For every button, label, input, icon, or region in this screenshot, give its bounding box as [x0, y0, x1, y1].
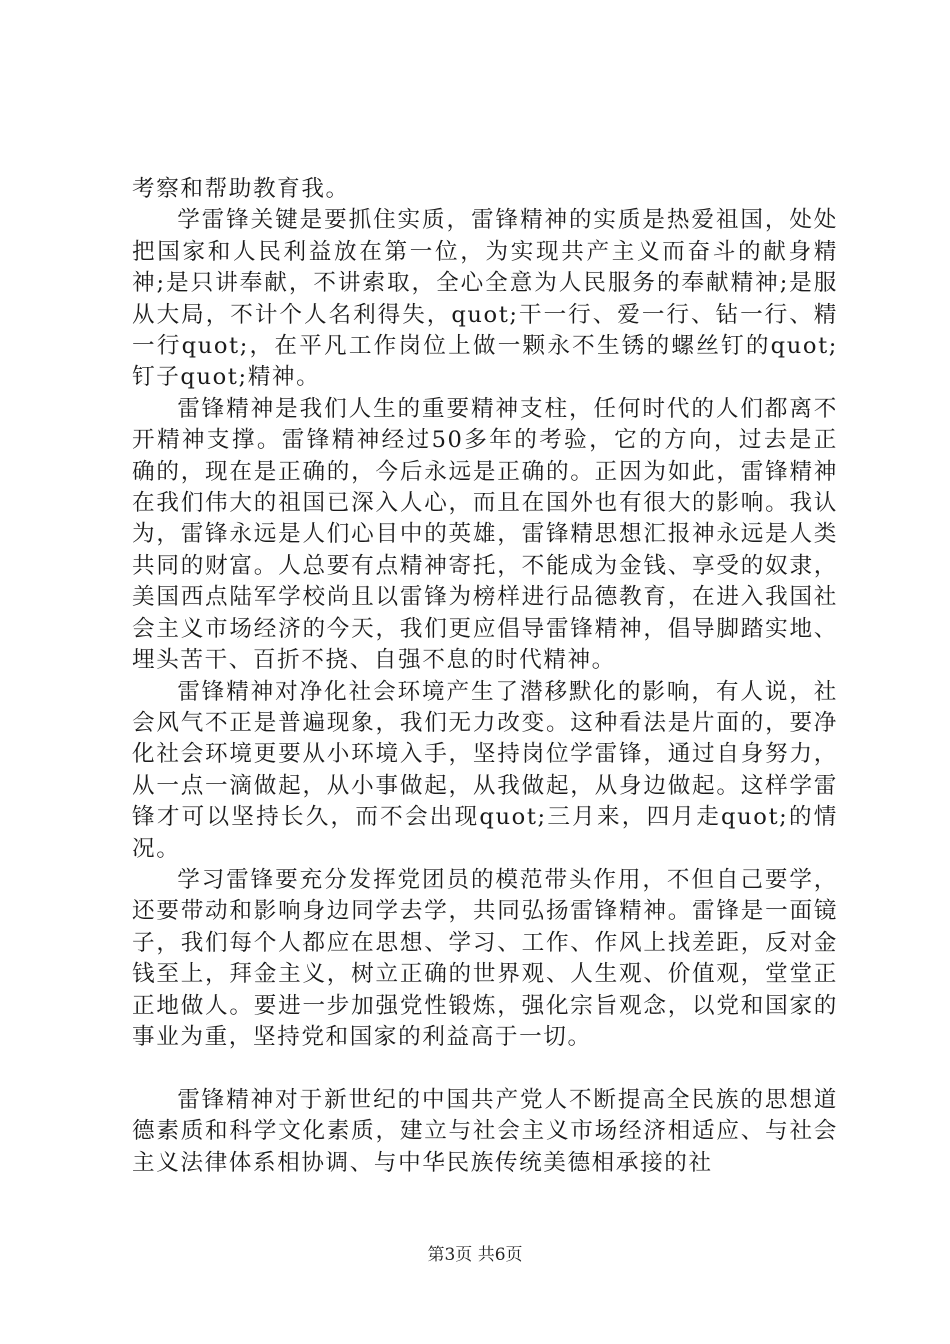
- paragraph-6: 雷锋精神对于新世纪的中国共产党人不断提高全民族的思想道德素质和科学文化素质，建立与社会主义市场经济相适应、与社会主义法律体系相协调、与中华民族传统美德相承接的社: [132, 1086, 838, 1176]
- paragraph-1: 考察和帮助教育我。: [132, 176, 350, 202]
- paragraph-gap: [132, 1053, 838, 1084]
- paragraph-2: 学雷锋关键是要抓住实质，雷锋精神的实质是热爱祖国，处处把国家和人民利益放在第一位，为实现共产主义而奋斗的献身精神;是只讲奉献，不讲索取，全心全意为人民服务的奉献精神;是服从大局，不计个人名利得失，quot;干一行、爱一行、钻一行、精一行quot;，在平凡工作岗位上做一颗永不生锈的螺丝钉的quot;钉子quot;精神。: [132, 207, 838, 391]
- document-body: [132, 174, 838, 1179]
- paragraph-5: 学习雷锋要充分发挥党团员的模范带头作用，不但自己要学，还要带动和影响身边同学去学，共同弘扬雷锋精神。雷锋是一面镜子，我们每个人都应在思想、学习、工作、作风上找差距，反对金钱至上，拜金主义，树立正确的世界观、人生观、价值观，堂堂正正地做人。要进一步加强党性锻炼，强化宗旨观念，以党和国家的事业为重，坚持党和国家的利益高于一切。: [132, 866, 838, 1050]
- paragraph-3: 雷锋精神是我们人生的重要精神支柱，任何时代的人们都离不开精神支撑。雷锋精神经过50多年的考验，它的方向，过去是正确的，现在是正确的，今后永远是正确的。正因为如此，雷锋精神在我们伟大的祖国已深入人心，而且在国外也有很大的影响。我认为，雷锋永远是人们心目中的英雄，雷锋精思想汇报神永远是人类共同的财富。人总要有点精神寄托，不能成为金钱、享受的奴隶，美国西点陆军学校尚且以雷锋为榜样进行品德教育，在进入我国社会主义市场经济的今天，我们更应倡导雷锋精神，倡导脚踏实地、埋头苦干、百折不挠、自强不息的时代精神。: [132, 395, 838, 674]
- page-number-footer: 第3页 共6页: [427, 1245, 523, 1265]
- paragraph-4: 雷锋精神对净化社会环境产生了潜移默化的影响，有人说，社会风气不正是普遍现象，我们无力改变。这种看法是片面的，要净化社会环境更要从小环境入手，坚持岗位学雷锋，通过自身努力，从一点一滴做起，从小事做起，从我做起，从身边做起。这样学雷锋才可以坚持长久，而不会出现quot;三月来，四月走quot;的情况。: [132, 678, 838, 862]
